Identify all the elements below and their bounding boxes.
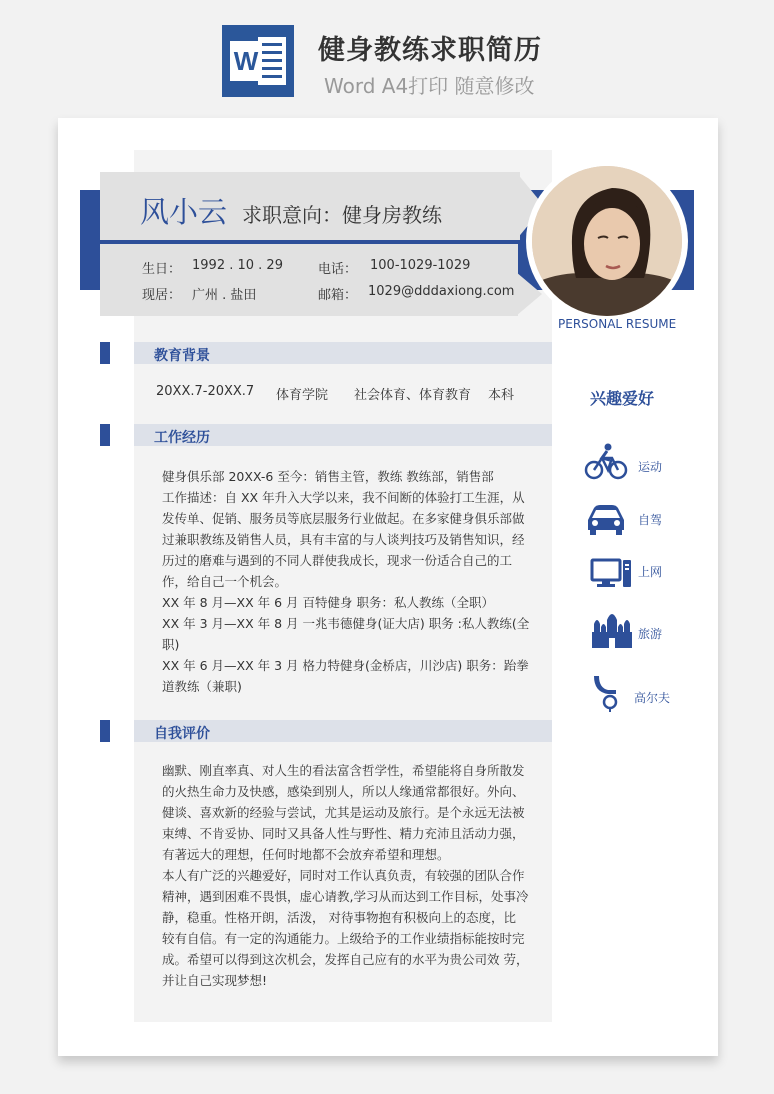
work-line: 道教练（兼职) bbox=[162, 679, 242, 694]
work-line: 工作描述：自 XX 年升入大学以来，我不间断的体验打工生涯，从 bbox=[162, 490, 525, 505]
hobby-label-golf: 高尔夫 bbox=[634, 691, 671, 705]
info-box bbox=[100, 244, 518, 316]
job-intent: 求职意向：健身房教练 bbox=[242, 203, 442, 227]
self-eval-line: 并让自己实现梦想! bbox=[162, 973, 268, 988]
hobby-label-sport: 运动 bbox=[638, 460, 663, 474]
page-title: 健身教练求职简历 bbox=[318, 35, 542, 66]
golf-icon bbox=[590, 672, 634, 712]
car-icon bbox=[584, 498, 628, 538]
education-period: 20XX.7-20XX.7 bbox=[156, 384, 255, 399]
self-eval-line: 幽默、刚直率真、对人生的看法富含哲学性，希望能将自身所散发 bbox=[162, 763, 525, 778]
work-marker bbox=[100, 424, 110, 446]
education-title: 教育背景 bbox=[154, 348, 210, 364]
residence-label: 现居： bbox=[142, 288, 182, 303]
work-line: 作，给自己一个机会。 bbox=[162, 574, 288, 589]
cyclist-icon bbox=[584, 442, 628, 482]
page-subtitle: Word A4打印 随意修改 bbox=[324, 74, 535, 98]
birth-value: 1992 . 10 . 29 bbox=[192, 258, 283, 273]
work-line: XX 年 8 月—XX 年 6 月 百特健身 职务：私人教练（全职） bbox=[162, 595, 494, 610]
hobby-label-internet: 上网 bbox=[638, 565, 663, 579]
work-description bbox=[162, 466, 532, 697]
castle-icon bbox=[590, 610, 634, 650]
self-eval-line: 的火热生命力及快感，感染到别人，所以人缘通常都很好。外向、 bbox=[162, 784, 525, 799]
work-line: 健身俱乐部 20XX-6 至今：销售主管，教练 教练部，销售部 bbox=[162, 469, 494, 484]
computer-icon bbox=[590, 554, 634, 594]
hobby-label-drive: 自驾 bbox=[638, 513, 663, 527]
email-label: 邮箱： bbox=[318, 288, 358, 303]
email-value: 1029@dddaxiong.com bbox=[368, 284, 515, 299]
hobbies-title: 兴趣爱好 bbox=[590, 389, 655, 408]
self-eval-line: 束缚、不肯妥协、同时又具备人性与野性、精力充沛且活动力强， bbox=[162, 826, 525, 841]
word-icon bbox=[222, 25, 294, 97]
work-line: 职) bbox=[162, 637, 180, 652]
self-eval-marker bbox=[100, 720, 110, 742]
banner-left-bar bbox=[80, 190, 100, 290]
personal-resume-label: PERSONAL RESUME bbox=[558, 317, 677, 331]
birth-label: 生日： bbox=[142, 262, 182, 277]
work-line: 过兼职教练及销售人员，具有丰富的与人谈判技巧及销售知识，经 bbox=[162, 532, 525, 547]
avatar bbox=[532, 166, 682, 316]
word-letter: W bbox=[233, 46, 259, 76]
self-eval-description bbox=[162, 760, 532, 991]
candidate-name: 风小云 bbox=[140, 195, 228, 229]
work-line: 历过的磨难与遇到的不同人群使我成长，现求一份适合自己的工 bbox=[162, 553, 513, 568]
self-eval-line: 有著远大的理想，任何时地都不会放弃希望和理想。 bbox=[162, 847, 450, 862]
education-marker bbox=[100, 342, 110, 364]
residence-value: 广州 . 盐田 bbox=[192, 288, 257, 303]
self-eval-line: 健谈、喜欢新的经验与尝试，尤其是运动及旅行。是个永远无法被 bbox=[162, 805, 525, 820]
self-eval-line: 较有自信。有一定的沟通能力。上级给予的工作业绩指标能按时完 bbox=[162, 931, 525, 946]
work-title: 工作经历 bbox=[154, 430, 210, 446]
work-line: XX 年 3 月—XX 年 8 月 一兆韦德健身(证大店) 职务 :私人教练(全 bbox=[162, 616, 530, 631]
education-degree: 本科 bbox=[488, 388, 515, 403]
self-eval-line: 成。希望可以得到这次机会，发挥自己应有的水平为贵公司效 劳， bbox=[162, 952, 529, 967]
self-eval-title: 自我评价 bbox=[154, 726, 210, 742]
hobby-label-travel: 旅游 bbox=[638, 627, 663, 641]
phone-label: 电话： bbox=[318, 262, 358, 277]
self-eval-line: 静，稳重。性格开朗，活泼， 对待事物抱有积极向上的态度，比 bbox=[162, 910, 516, 925]
work-line: 发传单、促销、服务员等底层服务行业做起。在多家健身俱乐部做 bbox=[162, 511, 525, 526]
work-line: XX 年 6 月—XX 年 3 月 格力特健身(金桥店，川沙店) 职务：跆拳 bbox=[162, 658, 529, 673]
education-major: 社会体育、体育教育 bbox=[354, 388, 472, 403]
education-school: 体育学院 bbox=[276, 388, 329, 403]
self-eval-line: 本人有广泛的兴趣爱好，同时对工作认真负责，有较强的团队合作 bbox=[162, 868, 525, 883]
self-eval-line: 精神，遇到困难不畏惧，虚心请教,学习从而达到工作目标，处事冷 bbox=[162, 889, 529, 904]
phone-value: 100-1029-1029 bbox=[370, 258, 471, 273]
